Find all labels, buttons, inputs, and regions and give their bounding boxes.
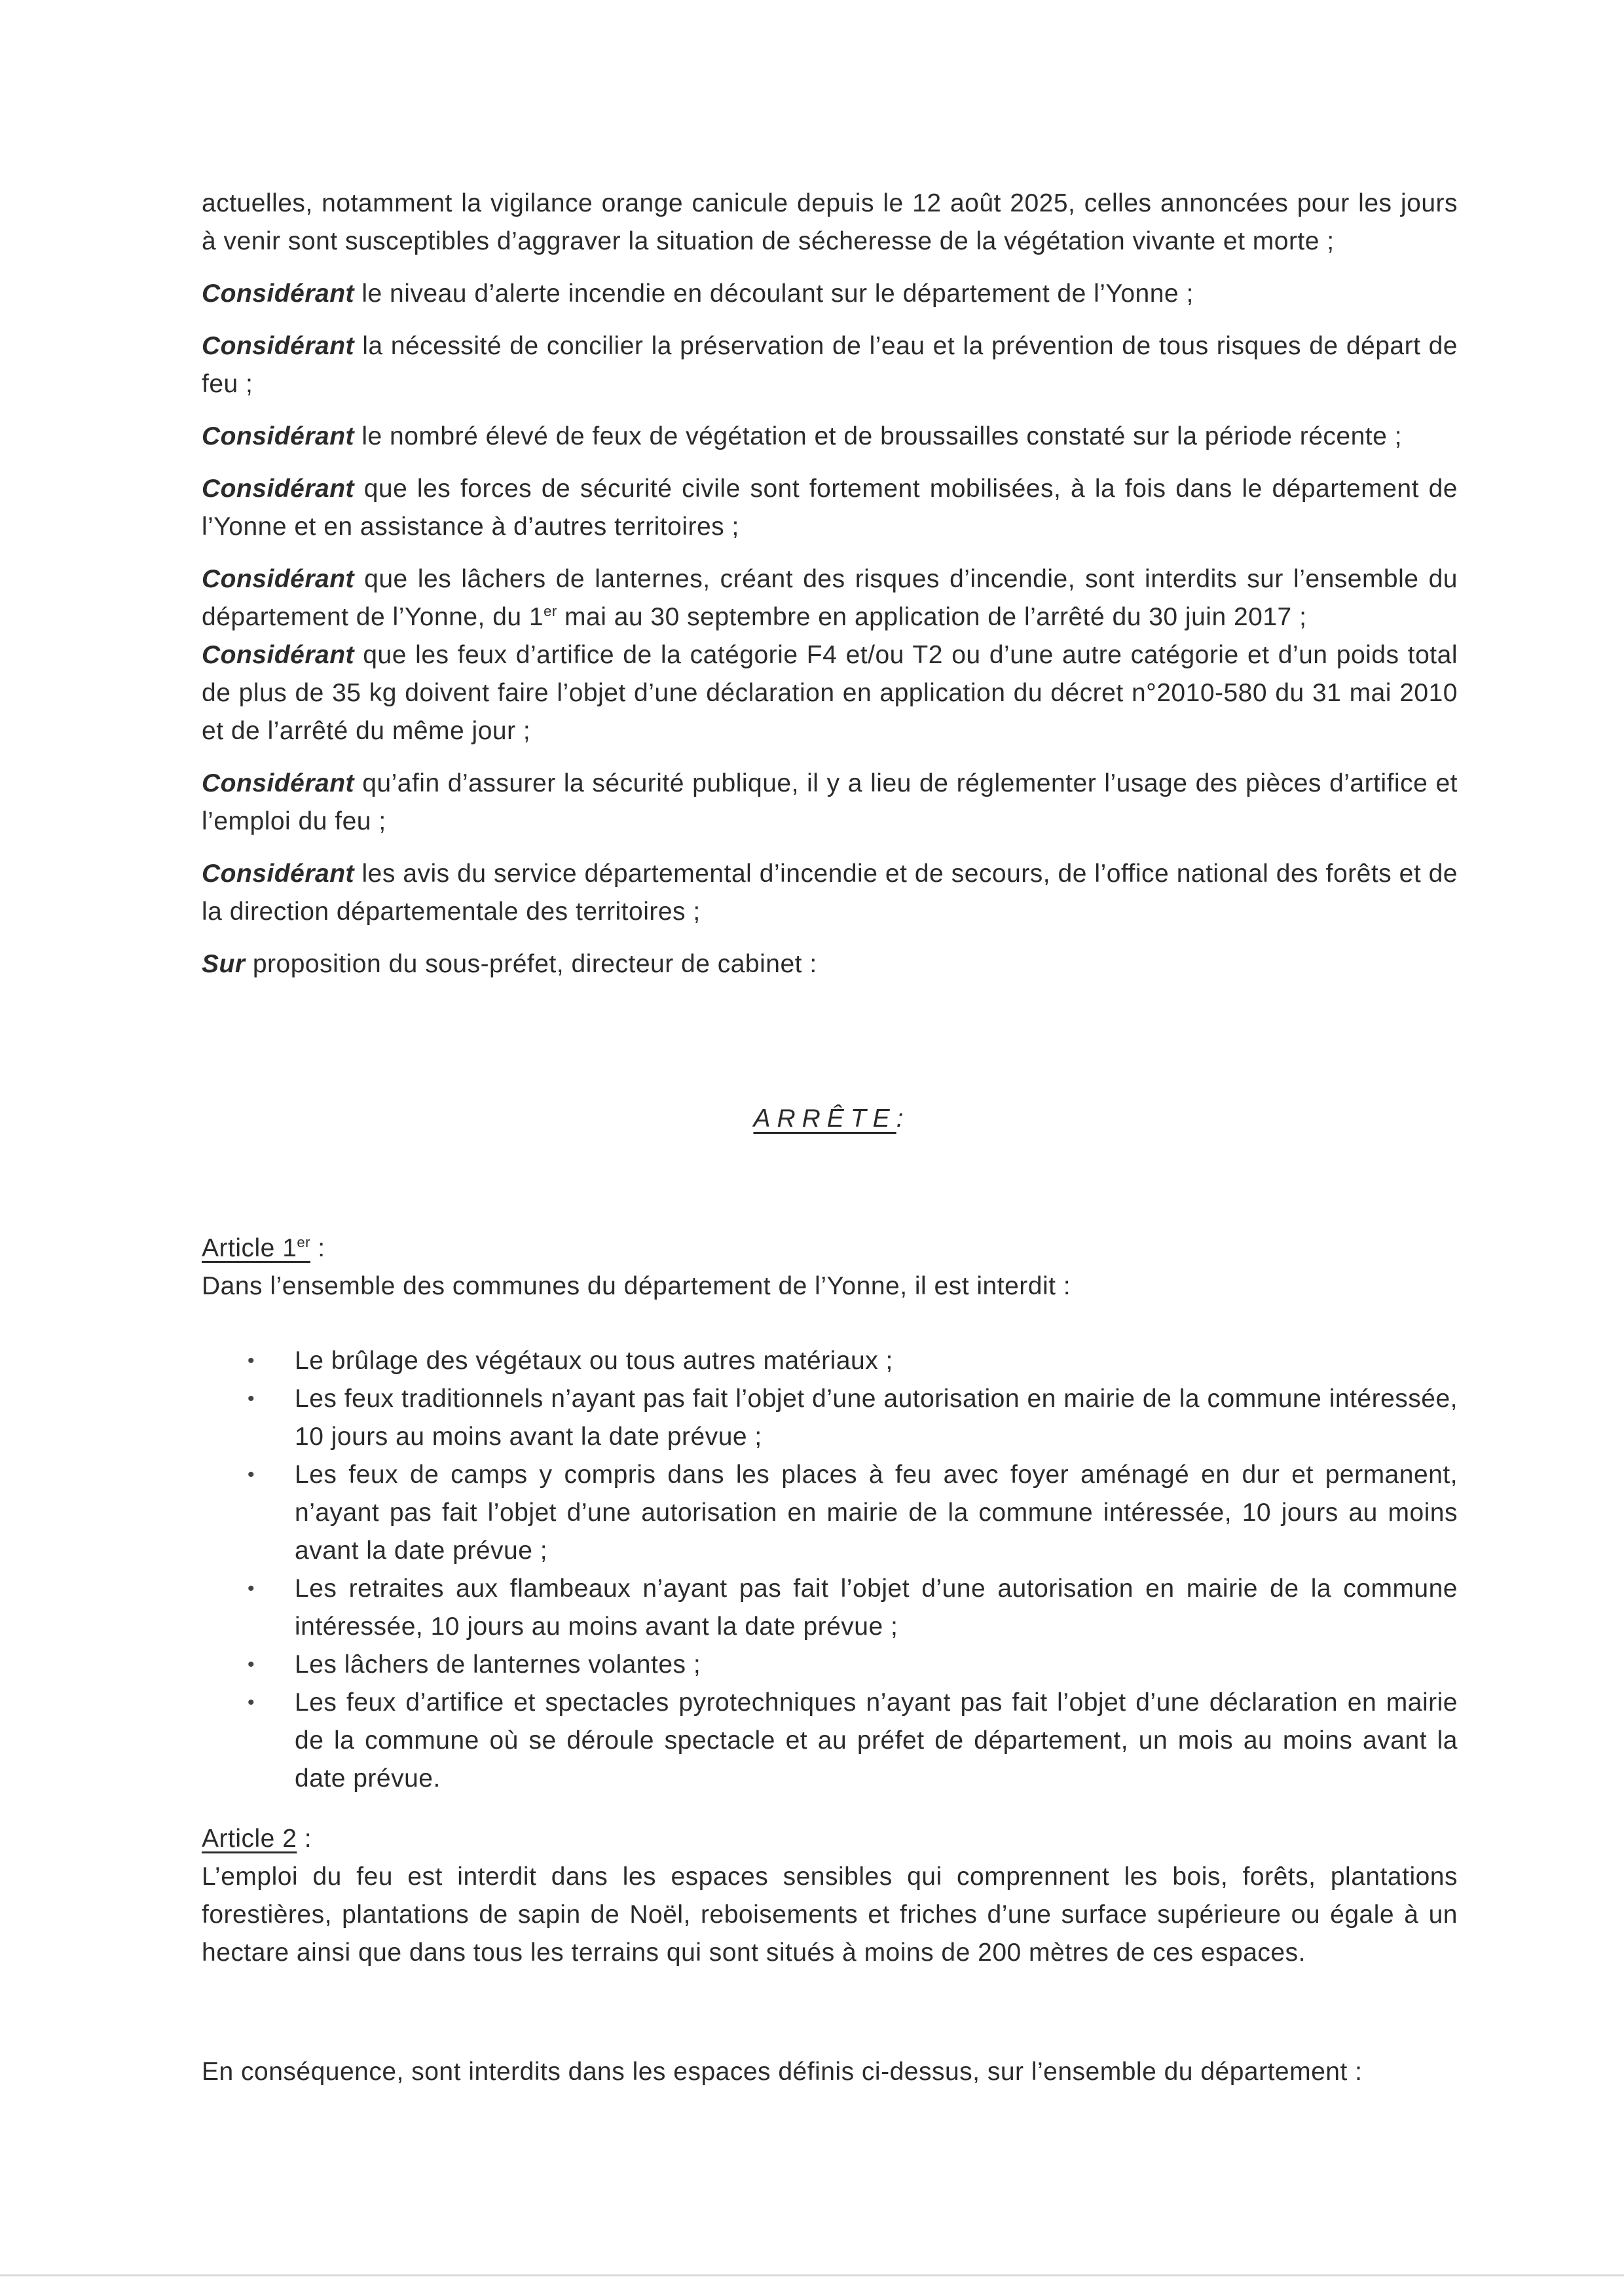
article-1-list [202,1342,1458,1798]
considerant-keyword: Considérant [202,860,355,888]
considerant-6 [202,636,1458,750]
considerant-text-cont: mai au 30 septembre en application de l’arrêté du 30 juin 2017 ; [557,603,1307,631]
considerant-keyword: Considérant [202,641,355,669]
article-1-title: Article 1 [202,1234,297,1262]
superscript: er [544,603,557,619]
list-item: • Les lâchers de lanternes volantes ; [295,1646,1458,1684]
article-2-colon: : [297,1825,312,1853]
list-item: • Le brûlage des végétaux ou tous autres matériaux ; [295,1342,1458,1380]
document-title [202,1100,1458,1138]
list-item: • Les feux de camps y compris dans les places à feu avec foyer aménagé en dur et permanent, n’ayant pas fait l’objet d’une autorisation en mairie de la commune intéressée, 10 jours au moins avant la date prévue ; [295,1456,1458,1570]
considerant-text: la nécessité de concilier la préservation de l’eau et la prévention de tous risques de départ de feu ; [202,332,1458,398]
article-2-body: L’emploi du feu est interdit dans les espaces sensibles qui comprennent les bois, forêts, plantations forestières, plantations de sapin de Noël, reboisements et friches d’une surface supérieure ou égale à un hectare ainsi que dans tous les terrains qui sont situés à moins de 200 mètres de ces espaces. [202,1863,1458,1967]
list-item: • Les feux traditionnels n’ayant pas fait l’objet d’une autorisation en mairie de la commune intéressée, 10 jours au moins avant la date prévue ; [295,1380,1458,1456]
considerant-text: qu’afin d’assurer la sécurité publique, il y a lieu de réglementer l’usage des pièces d’artifice et l’emploi du feu ; [202,769,1458,835]
considerant-text: que les feux d’artifice de la catégorie F4 et/ou T2 ou d’une autre catégorie et d’un poids total de plus de 35 kg doivent faire l’objet d’une déclaration en application du décret n°2010-580 du 31 mai 2010 et de l’arrêté du même jour ; [202,641,1458,745]
sur-proposition [202,945,1458,983]
considerant-keyword: Considérant [202,565,355,593]
considerant-text: le niveau d’alerte incendie en découlant sur le département de l’Yonne ; [354,280,1194,308]
considerant-keyword: Considérant [202,769,355,797]
considerant-keyword: Considérant [202,422,355,450]
consequence-paragraph: En conséquence, sont interdits dans les espaces définis ci-dessus, sur l’ensemble du département : [202,2058,1363,2086]
considerant-5 [202,560,1458,636]
article-1-superscript: er [297,1234,310,1250]
considerant-keyword: Considérant [202,280,355,308]
article-1-label [202,1234,310,1262]
list-item: • Les retraites aux flambeaux n’ayant pas fait l’objet d’une autorisation en mairie de la commune intéressée, 10 jours au moins avant la date prévue ; [295,1570,1458,1646]
considerant-8 [202,855,1458,931]
considerant-keyword: Considérant [202,475,355,503]
title-colon: : [896,1104,906,1133]
considerant-text: le nombré élevé de feux de végétation et de broussailles constaté sur la période récente ; [354,422,1402,450]
considerant-2 [202,327,1458,403]
article-2-label: Article 2 [202,1825,297,1853]
intro-paragraph [202,185,1458,261]
sur-keyword: Sur [202,950,246,978]
intro-text: actuelles, notamment la vigilance orange canicule depuis le 12 août 2025, celles annoncées pour les jours à venir sont susceptibles d’aggraver la situation de sécheresse de la végétation vivante et morte ; [202,189,1458,255]
article-2-heading [202,1820,1458,1858]
sur-text: proposition du sous-préfet, directeur de cabinet : [245,950,817,978]
considerant-text: que les lâchers de lanternes, créant des risques d’incendie, sont interdits sur l’ensemble du département de l’Yonne, du 1 [202,565,1458,631]
article-1-colon: : [310,1234,325,1262]
considerant-3 [202,418,1458,456]
article-1-heading [202,1230,1458,1267]
considerant-text: que les forces de sécurité civile sont fortement mobilisées, à la fois dans le département de l’Yonne et en assistance à d’autres territoires ; [202,475,1458,541]
page-bottom-rule [0,2274,1624,2276]
considerant-keyword: Considérant [202,332,355,360]
considerant-1 [202,275,1458,313]
list-item: • Les feux d’artifice et spectacles pyrotechniques n’ayant pas fait l’objet d’une déclaration en mairie de la commune où se déroule spectacle et au préfet de département, un mois au moins avant la date prévue. [295,1684,1458,1798]
document-page [202,185,1458,2091]
considerant-text: les avis du service départemental d’incendie et de secours, de l’office national des forêts et de la direction départementale des territoires ; [202,860,1458,926]
title-text: ARRÊTE [753,1104,896,1133]
article-1-lead: Dans l’ensemble des communes du département de l’Yonne, il est interdit : [202,1272,1071,1300]
considerant-7 [202,765,1458,841]
considerant-4 [202,470,1458,546]
